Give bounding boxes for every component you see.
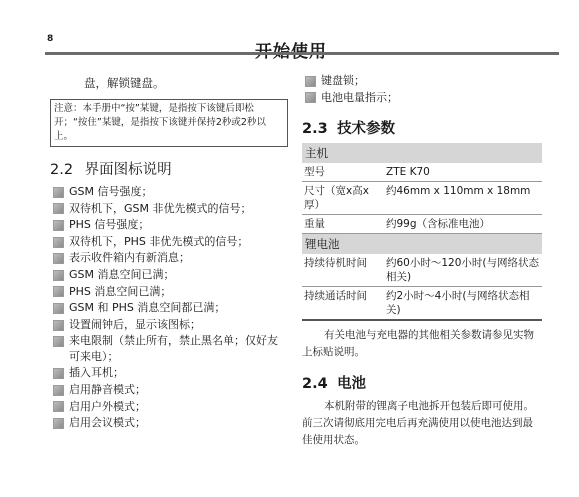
section-heading-2-3: [302, 118, 542, 140]
list-item: [50, 234, 288, 251]
meeting-mode-icon: [53, 418, 64, 429]
list-item-text: 表示收件箱内有新消息；: [69, 251, 190, 265]
section-title: 技术参数: [337, 121, 396, 138]
list-item: [302, 73, 542, 90]
silent-mode-icon: [53, 385, 64, 396]
section-number: 2.2: [50, 162, 74, 178]
gsm-standby-signal-icon: [53, 203, 64, 214]
list-item: [50, 284, 288, 301]
battery-level-icon: [305, 92, 316, 103]
phs-standby-signal-icon: [53, 237, 64, 248]
table-row: [302, 287, 542, 321]
list-item: [50, 267, 288, 284]
headset-icon: [53, 368, 64, 379]
list-item-text: GSM 消息空间已满；: [69, 267, 175, 281]
table-group-row: [302, 143, 542, 163]
list-item-text: 启用静音模式；: [69, 382, 146, 396]
list-item-text: 插入耳机；: [69, 366, 124, 380]
table-value: ZTE K70: [384, 163, 542, 182]
list-item: [50, 300, 288, 317]
header-rule: [45, 52, 559, 55]
list-item: [50, 399, 288, 416]
keypad-lock-icon: [305, 76, 316, 87]
list-item-text: 电池电量指示；: [321, 90, 398, 104]
list-item-text: 来电限制（禁止所有，禁止黑名单；仅好友可来电）；: [69, 334, 278, 364]
list-item: [50, 217, 288, 234]
table-row: [302, 163, 542, 182]
new-message-icon: [53, 253, 64, 264]
list-item-text: 双待机下，GSM 非优先模式的信号；: [69, 201, 252, 215]
list-item: [50, 317, 288, 334]
list-item: [50, 415, 288, 432]
list-item: [50, 201, 288, 218]
table-key: 持续待机时间: [302, 254, 384, 287]
table-key: 重量: [302, 215, 384, 234]
list-item-text: PHS 信号强度；: [69, 218, 150, 232]
left-column: [50, 73, 288, 432]
phs-memory-full-icon: [53, 286, 64, 297]
table-key: 持续通话时间: [302, 287, 384, 321]
list-item: [50, 333, 288, 365]
spec-table: [302, 143, 542, 321]
section-number: 2.3: [302, 121, 328, 138]
gsm-signal-icon: [53, 187, 64, 198]
note-box: 注意：本手册中“按”某键，是指按下该键后即松开；“按住”某键，是指按下该键并保持2秒或2秒以上。: [50, 99, 288, 147]
table-value: 约2小时～4小时(与网络状态相关): [384, 287, 542, 321]
table-value: 约99g（含标准电池）: [384, 215, 542, 234]
list-item-text: 设置闹钟后，显示该图标；: [69, 317, 201, 331]
table-group-label: 锂电池: [302, 234, 542, 255]
section-heading-2-4: [302, 373, 542, 395]
alarm-icon: [53, 320, 64, 331]
table-row: [302, 215, 542, 234]
right-column: [302, 73, 542, 449]
table-value: 约46mm x 110mm x 18mm: [384, 182, 542, 215]
table-row: [302, 254, 542, 287]
gsm-memory-full-icon: [53, 270, 64, 281]
section-heading-2-2: [50, 159, 288, 181]
continued-text: 盘，解锁键盘。: [84, 76, 165, 90]
call-restriction-icon: [53, 336, 64, 347]
section-title: 界面图标说明: [84, 162, 172, 178]
list-item-text: 启用会议模式；: [69, 416, 146, 430]
all-memory-full-icon: [53, 303, 64, 314]
table-key: 型号: [302, 163, 384, 182]
table-value: 约60小时～120小时(与网络状态相关): [384, 254, 542, 287]
phs-signal-icon: [53, 220, 64, 231]
section-number: 2.4: [302, 376, 328, 393]
page-number: 8: [47, 34, 54, 44]
list-item-text: PHS 消息空间已满；: [69, 284, 172, 298]
battery-text: 本机附带的锂离子电池拆开包装后即可使用。前三次请彻底用完电后再充满使用以使电池达到最佳使用状态。: [302, 400, 534, 447]
table-row: [302, 182, 542, 215]
list-item: [50, 365, 288, 382]
list-item-text: GSM 和 PHS 消息空间都已满；: [69, 301, 226, 315]
table-key: 尺寸（宽x高x厚）: [302, 182, 384, 215]
list-item: [302, 90, 542, 107]
table-group-row: [302, 234, 542, 255]
list-item: [50, 250, 288, 267]
table-group-label: 主机: [302, 143, 542, 163]
page-title: [255, 37, 327, 62]
outdoor-mode-icon: [53, 401, 64, 412]
list-item-text: GSM 信号强度；: [69, 185, 153, 198]
section-title: 电池: [337, 376, 367, 393]
list-item-text: 双待机下，PHS 非优先模式的信号；: [69, 234, 249, 248]
list-item-text: 键盘锁；: [321, 74, 365, 87]
list-item: [50, 184, 288, 201]
list-item-text: 启用户外模式；: [69, 399, 146, 413]
table-note: 有关电池与充电器的其他相关参数请参见实物上标贴说明。: [302, 329, 534, 359]
list-item: [50, 382, 288, 399]
